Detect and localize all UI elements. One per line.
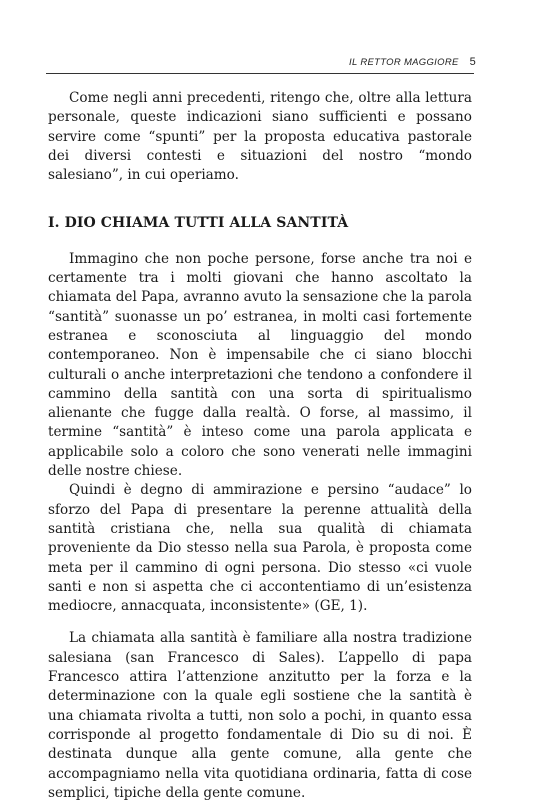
running-head: [349, 56, 476, 68]
running-title: IL RETTOR MAGGIORE: [349, 57, 459, 68]
page-number: 5: [469, 56, 476, 68]
intro-paragraph: Come negli anni precedenti, ritengo che, oltre alla lettura personale, queste indicazioni siano sufficienti e possano servire come “spunti” per la proposta educativa pastorale dei diversi contesti e situazioni del nostro “mondo salesiano”, in cui operiamo.: [48, 90, 472, 184]
paragraph-1: Immagino che non poche persone, forse anche tra noi e certamente tra i molti giovani che hanno ascoltato la chiamata del Papa, avranno avuto la sensazione che la parola “santità” suonasse un po’ estranea, in molti casi fortemente estranea e sconosciuta al linguaggio del mondo contemporaneo. Non è impensabile che ci siano blocchi culturali o anche interpretazioni che tendono a confondere il cammino della santità con una sorta di spiritualismo alienante che fugge dalla realtà. O forse, al massimo, il termine “santità” è inteso come una parola applicata e applicabile solo a coloro che sono venerati nelle immagini delle nostre chiese.: [48, 250, 473, 480]
section-heading: I. DIO CHIAMA TUTTI ALLA SANTITÀ: [48, 215, 349, 232]
paragraph-3: La chiamata alla santità è familiare alla nostra tradizione salesiana (san Francesco di Sales). L’appello di papa Francesco attira l’attenzione anzitutto per la forza e la determinazione con la quale egli sostiene che la santità è una chiamata rivolta a tutti, non solo a pochi, in quanto essa corrisponde al progetto fondamentale di Dio su di noi. È destinata dunque alla gente comune, alla gente che accompagniamo nella vita quotidiana ordinaria, fatta di cose semplici, tipiche della gente comune.: [48, 630, 472, 801]
paragraph-2: Quindi è degno di ammirazione e persino “audace” lo sforzo del Papa di presentare la perenne attualità della santità cristiana che, nella sua qualità di chiamata proveniente da Dio stesso nella sua Parola, è proposta come meta per il cammino di ogni persona. Dio stesso «ci vuole santi e non si aspetta che ci accontentiamo di un’esistenza mediocre, annacquata, inconsistente» (GE, 1).: [48, 482, 472, 615]
header-rule: [46, 73, 474, 74]
page-body: [48, 89, 472, 803]
